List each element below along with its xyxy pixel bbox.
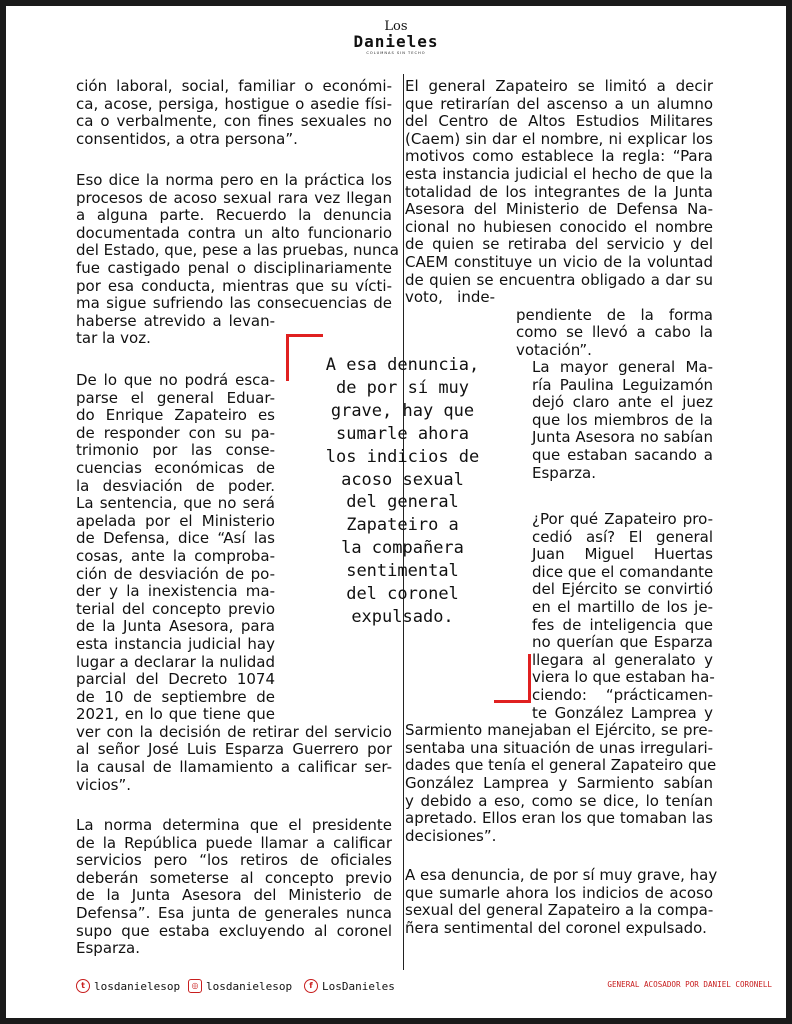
text-line: que estaban sacando a [532,445,713,464]
text-line: terial del concepto previo [76,599,275,618]
text-line: ca, acose, persiga, hostigue o asedie físi- [76,94,392,113]
text-line: ciendo: “prácticamen- [532,685,713,704]
pull-quote-line: del coronel [346,584,459,605]
text-line: que los miembros de la [532,410,713,429]
text-line: der y la inexistencia ma- [76,582,275,601]
text-line: servicios pero “los retiros de oficiales [76,851,392,870]
pull-quote-text [299,354,506,629]
left-paragraph-1 [76,78,392,148]
pull-quote-line: de por sí muy [335,377,470,398]
logo-top: Los [384,19,408,34]
text-line: cuencias económicas de [76,458,275,477]
twitter-icon: t [76,979,90,993]
text-line: totalidad de los integrantes de la Junta [405,182,713,201]
pull-quote-line: del general [346,492,459,513]
text-line: lugar a declarar la nulidad [76,652,275,671]
pull-quote-line: expulsado. [351,606,454,627]
text-line: apelada por el Ministerio [76,511,275,530]
instagram-link[interactable] [188,979,292,993]
pull-quote [299,354,506,629]
text-line: del Estado, que, pese a las pruebas, nunca [76,241,399,260]
pull-quote-line: grave, hay que [330,400,475,421]
text-line: fes de inteligencia que [532,615,713,634]
text-line: de 10 de septiembre de [76,687,275,706]
text-line: no querían que Esparza [532,633,713,652]
text-line: de la Junta Asesora, para [76,617,275,636]
text-line: haberse atrevido a levan- [76,311,275,330]
text-line: ¿Por qué Zapateiro pro- [532,510,713,528]
text-line: Juan Miguel Huertas [532,545,713,564]
facebook-handle: LosDanieles [322,979,395,993]
text-line: Esparza. [76,939,141,958]
text-line: do Enrique Zapateiro es [76,406,275,425]
pull-quote-line: acoso sexual [341,469,464,490]
right-paragraph-1 [405,78,713,360]
text-line: y debido a eso, como se dice, lo tenían [405,791,713,810]
text-line: tar la voz. [76,329,151,348]
page [6,6,786,1018]
text-line: de responder con su pa- [76,423,275,442]
text-line: De lo que no podrá esca- [76,371,275,389]
text-line: dice que el comandante [532,562,714,581]
text-line: apretado. Ellos eran los que tomaban las [405,809,713,828]
text-line: trimonio por las conse- [76,441,275,460]
pull-quote-line: sentimental [346,561,459,582]
right-paragraph-4 [405,866,718,937]
text-line: ría Paulina Leguizamón [532,375,713,394]
text-line: ca o verbalmente, con fines sexuales no [76,112,392,131]
text-line: Asesora del Ministerio de Defensa Na- [405,200,713,219]
text-line: Junta Asesora no sabían [532,428,713,447]
text-line: cional no hubiesen conocido el nombre [405,217,713,236]
text-line: viera lo que estaban ha- [532,668,715,687]
left-paragraph-2 [76,171,399,348]
text-line: la causal de llamamiento a calificar ser- [76,758,392,777]
text-line: ción de desviación de po- [76,564,275,583]
text-line: dades que tenía el general Zapateiro que [405,756,717,775]
text-line: procesos de acoso sexual rara vez llegan [76,188,392,207]
text-line: de quien se encuentra obligado a dar su [405,270,713,289]
text-line: la desviación de poder. [76,476,275,495]
text-line: de quien se retiraba del servicio y del [405,235,713,254]
text-line: Eso dice la norma pero en la práctica los [76,171,392,189]
logo [6,20,786,55]
text-line: La norma determina que el presidente [76,816,392,834]
text-line: A esa denuncia, de por sí muy grave, hay [405,866,718,884]
text-line: de la Junta Asesora del Ministerio de [76,886,392,905]
logo-tagline: COLUMNAS SIN TECHO [366,51,426,55]
text-line: voto, inde- [405,288,495,307]
right-paragraph-2 [532,359,713,482]
text-line: dejó claro ante el juez [532,393,713,412]
text-line: Sarmiento manejaban el Ejército, se pre- [405,721,713,740]
text-line: ver con la decisión de retirar del servicio [76,722,392,741]
text-line: (Caem) sin dar el nombre, ni explicar los [405,129,713,148]
twitter-link[interactable] [76,979,180,993]
text-line: a alguna parte. Recuerdo la denuncia [76,206,392,225]
text-line: por esa conducta, mientras que su vícti- [76,276,392,295]
logo-main: Danieles [353,32,439,51]
text-line: votación”. [516,340,592,359]
text-line: sentaba una situación de unas irregulari- [405,738,714,757]
text-line: cedió así? El general [532,527,713,546]
text-line: Defensa”. Esa junta de generales nunca [76,903,392,922]
text-line: documentada contra un alto funcionario [76,223,392,242]
text-line: del Ejército se convirtió [532,580,713,599]
text-line: te González Lamprea y [532,703,713,722]
text-line: vicios”. [76,775,131,794]
left-paragraph-4 [76,817,392,958]
text-line: de Defensa, dice “Así las [76,529,275,548]
text-line: El general Zapateiro se limitó a decir [405,77,713,95]
text-line: La sentencia, que no será [76,494,275,513]
text-line: sexual del general Zapateiro a la compa- [405,901,714,920]
text-line: como se llevó a cabo la [516,323,713,342]
text-line: esta instancia judicial el hecho de que la [405,164,713,183]
text-line: González Lamprea y Sarmiento sabían [405,773,713,792]
facebook-link[interactable] [304,979,395,993]
quote-bracket-bottom-right [494,654,531,703]
text-line: del Centro de Altos Estudios Militares [405,112,713,131]
pull-quote-line: la compañera [341,538,464,559]
text-line: cosas, ante la comproba- [76,546,275,565]
text-line: La mayor general Ma- [532,358,713,376]
text-line: decisiones”. [405,826,497,845]
text-line: fue castigado penal o disciplinariamente [76,258,392,277]
facebook-icon: f [304,979,318,993]
text-line: parcial del Decreto 1074 [76,670,275,689]
twitter-handle: losdanielesop [94,979,181,993]
text-line: llegara al generalato y [532,650,713,669]
pull-quote-line: A esa denuncia, [325,355,480,375]
text-line: al señor José Luis Esparza Guerrero por [76,740,392,759]
text-line: ción laboral, social, familiar o económi- [76,77,392,95]
text-line: en el martillo de los je- [532,597,713,616]
pull-quote-line: sumarle ahora [335,423,470,444]
text-line: supo que estaba excluyendo al coronel [76,921,392,940]
text-line: que retirarían del ascenso a un alumno [405,94,713,113]
text-line: motivos como establece la regla: “Para [405,147,713,166]
footer [6,979,786,997]
text-line: deberán someterse al concepto previo [76,868,392,887]
text-line: CAEM constituye un vicio de la voluntad [405,252,713,271]
text-line: que sumarle ahora los indicios de acoso [405,883,713,902]
pull-quote-line: Zapateiro a [346,515,459,536]
text-line: 2021, en lo que tiene que [76,705,275,724]
text-line: consentidos, a otra persona”. [76,129,298,148]
text-line: pendiente de la forma [516,305,713,324]
text-line: parse el general Eduar- [76,388,275,407]
article-byline: GENERAL ACOSADOR POR DANIEL CORONELL [607,980,772,989]
instagram-handle: losdanielesop [206,979,293,993]
text-line: de la República puede llamar a calificar [76,833,392,852]
pull-quote-line: los indicios de [325,446,480,467]
text-line: Esparza. [532,463,597,482]
text-line: esta instancia judicial hay [76,634,275,653]
text-line: ma sigue sufriendo las consecuencias de [76,294,392,313]
instagram-icon: ◎ [188,979,202,993]
text-line: ñera sentimental del coronel expulsado. [405,918,707,937]
